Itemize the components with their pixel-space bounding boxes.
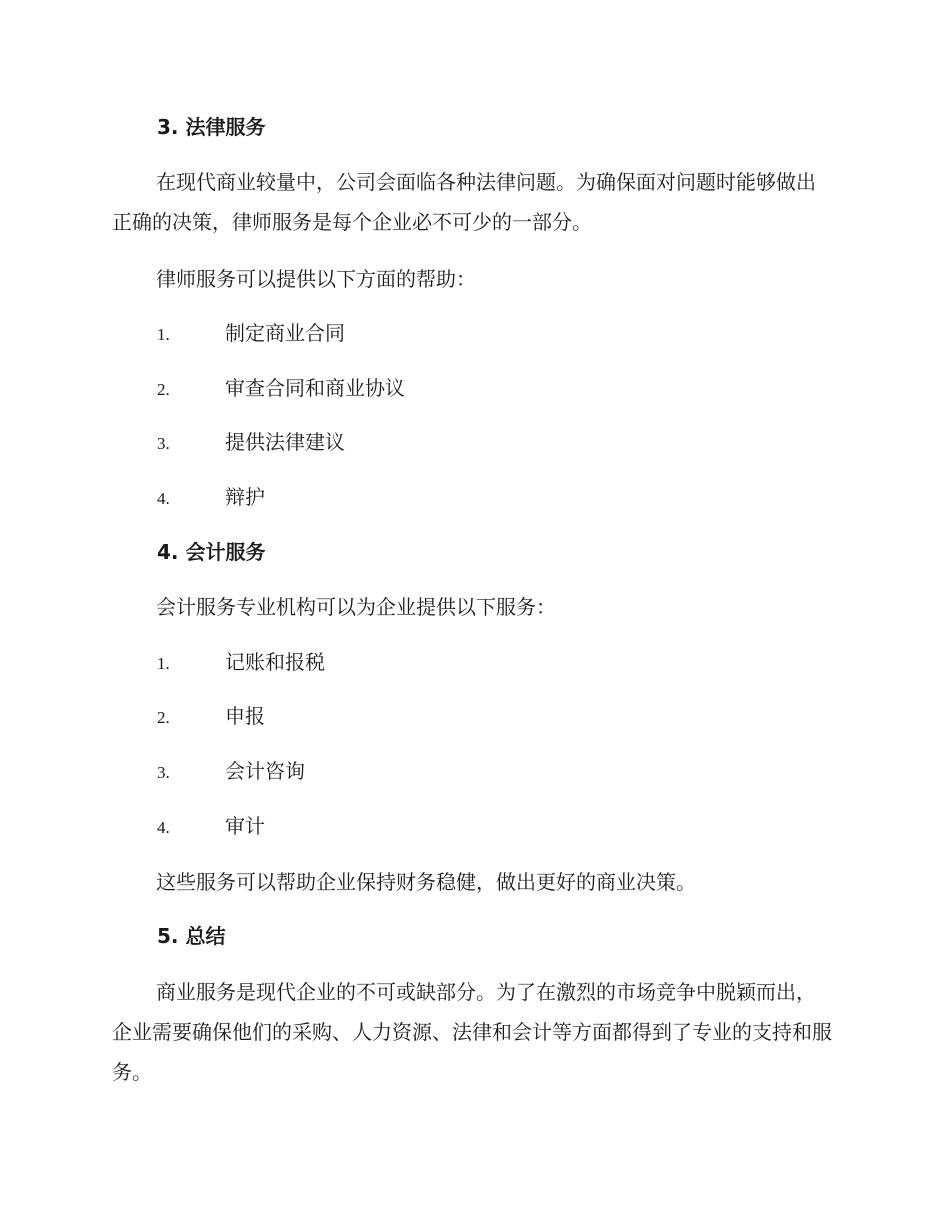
list-number: 2. <box>157 380 170 399</box>
list-number: 2. <box>157 708 170 727</box>
list-text: 审计 <box>225 814 265 838</box>
list-text: 记账和报税 <box>225 650 325 674</box>
list-item <box>157 701 265 731</box>
list-number: 3. <box>157 434 170 453</box>
list-number: 4. <box>157 818 170 837</box>
accounting-closing: 这些服务可以帮助企业保持财务稳健，做出更好的商业决策。 <box>156 870 696 894</box>
list-text: 辩护 <box>225 485 265 509</box>
legal-paragraph: 在现代商业较量中，公司会面临各种法律问题。为确保面对问题时能够做出正确的决策，律师服务是每个企业必不可少的一部分。 <box>112 170 816 234</box>
list-item <box>157 318 345 348</box>
section-heading-summary: 5. 总结 <box>157 924 226 948</box>
list-item <box>157 811 265 841</box>
list-number: 1. <box>157 654 170 673</box>
list-number: 3. <box>157 763 170 782</box>
list-text: 申报 <box>225 704 265 728</box>
list-number: 4. <box>157 489 170 508</box>
section-heading-accounting: 4. 会计服务 <box>157 540 266 564</box>
list-text: 提供法律建议 <box>225 430 345 454</box>
list-text: 审查合同和商业协议 <box>225 376 405 400</box>
list-text: 会计咨询 <box>225 759 305 783</box>
list-item <box>157 427 345 457</box>
list-text: 制定商业合同 <box>225 321 345 345</box>
section-heading-legal: 3. 法律服务 <box>157 115 266 139</box>
list-item <box>157 756 305 786</box>
accounting-intro: 会计服务专业机构可以为企业提供以下服务： <box>156 595 556 619</box>
legal-intro: 律师服务可以提供以下方面的帮助： <box>156 267 476 291</box>
list-item <box>157 373 405 403</box>
list-number: 1. <box>157 325 170 344</box>
list-item <box>157 482 265 512</box>
summary-paragraph: 商业服务是现代企业的不可或缺部分。为了在激烈的市场竞争中脱颖而出，企业需要确保他们的采购、人力资源、法律和会计等方面都得到了专业的支持和服务。 <box>112 980 832 1084</box>
list-item <box>157 647 325 677</box>
